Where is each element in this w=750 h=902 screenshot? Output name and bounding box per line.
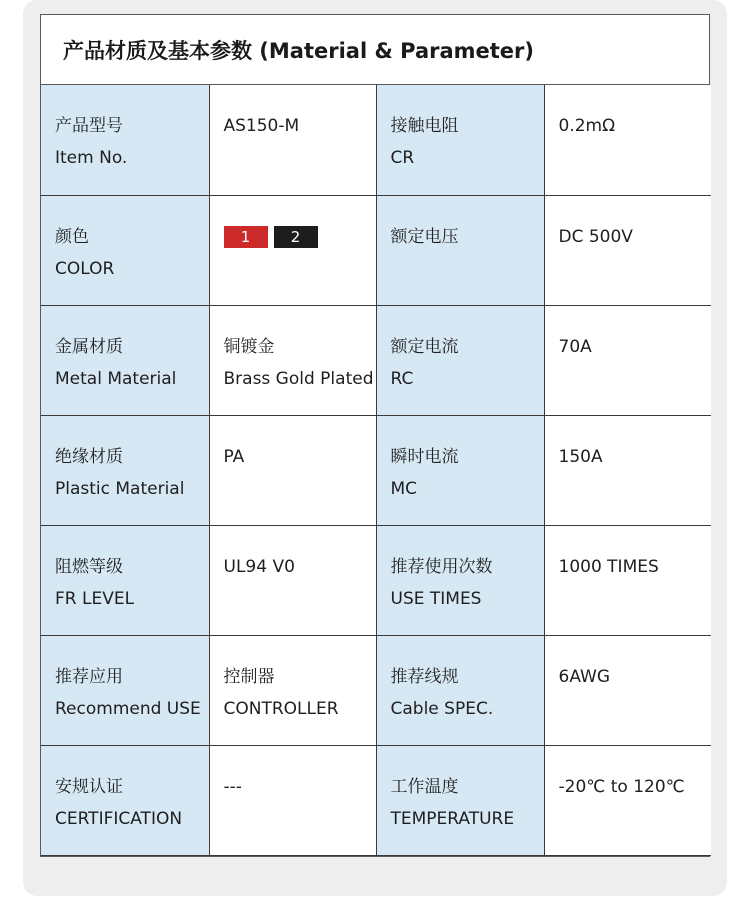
table-row bbox=[41, 85, 711, 195]
label-en: FR LEVEL bbox=[55, 588, 135, 609]
value-text: 6AWG bbox=[558, 666, 610, 687]
parameter-table bbox=[41, 85, 711, 856]
label-en: TEMPERATURE bbox=[390, 808, 515, 829]
label-en: Item No. bbox=[55, 148, 128, 168]
label-zh: 产品型号 bbox=[55, 116, 123, 136]
label-zh: 推荐使用次数 bbox=[390, 556, 493, 577]
table-row bbox=[41, 525, 711, 635]
value-cell-momentary-current bbox=[544, 415, 711, 525]
label-cell-contact-resistance bbox=[376, 85, 544, 195]
color-swatches bbox=[224, 226, 376, 248]
label-cell-temperature bbox=[376, 745, 544, 855]
label-cell-momentary-current bbox=[376, 415, 544, 525]
table-row bbox=[41, 635, 711, 745]
label-zh: 阻燃等级 bbox=[55, 556, 123, 577]
value-cell-item-no bbox=[209, 85, 376, 195]
value-cell-cable-spec bbox=[544, 635, 711, 745]
value-cell-plastic-material bbox=[209, 415, 376, 525]
value-text-en: Brass Gold Plated bbox=[223, 368, 374, 389]
label-zh: 额定电压 bbox=[390, 226, 459, 247]
value-text-en: CONTROLLER bbox=[223, 698, 339, 719]
value-cell-certification bbox=[209, 745, 376, 855]
color-swatch-red: 1 bbox=[224, 226, 268, 248]
label-zh: 安规认证 bbox=[55, 776, 123, 797]
value-cell-temperature bbox=[544, 745, 711, 855]
value-cell-color bbox=[209, 195, 376, 305]
sheet-title: 产品材质及基本参数 (Material & Parameter) bbox=[41, 15, 709, 85]
label-zh: 绝缘材质 bbox=[55, 446, 123, 467]
value-cell-fr-level bbox=[209, 525, 376, 635]
label-en: CR bbox=[390, 148, 415, 168]
color-swatch-black: 2 bbox=[274, 226, 318, 248]
label-cell-fr-level bbox=[41, 525, 209, 635]
label-en: CERTIFICATION bbox=[55, 808, 183, 829]
value-text: UL94 V0 bbox=[223, 556, 295, 577]
label-en: Plastic Material bbox=[55, 478, 185, 499]
value-cell-metal-material bbox=[209, 305, 376, 415]
value-cell-use-times bbox=[544, 525, 711, 635]
label-cell-rated-current bbox=[376, 305, 544, 415]
label-zh: 颜色 bbox=[55, 226, 89, 247]
label-cell-cable-spec bbox=[376, 635, 544, 745]
value-cell-rated-current bbox=[544, 305, 711, 415]
table-row bbox=[41, 195, 711, 305]
value-text: 150A bbox=[558, 446, 603, 467]
label-zh: 推荐应用 bbox=[55, 666, 123, 687]
label-cell-color bbox=[41, 195, 209, 305]
label-cell-item-no bbox=[41, 85, 209, 195]
label-en: USE TIMES bbox=[390, 588, 482, 609]
value-text: AS150-M bbox=[223, 116, 300, 136]
value-text: 0.2mΩ bbox=[558, 116, 616, 136]
value-cell-rated-voltage bbox=[544, 195, 711, 305]
parameter-sheet bbox=[40, 14, 710, 857]
label-cell-recommend-use bbox=[41, 635, 209, 745]
label-zh: 接触电阻 bbox=[390, 116, 459, 136]
value-text: PA bbox=[223, 446, 245, 467]
value-cell-recommend-use bbox=[209, 635, 376, 745]
value-text: DC 500V bbox=[558, 226, 633, 247]
value-text: 70A bbox=[558, 336, 592, 357]
value-text: 铜镀金 bbox=[223, 336, 275, 357]
table-row bbox=[41, 305, 711, 415]
label-en: Cable SPEC. bbox=[390, 698, 494, 719]
label-en: COLOR bbox=[55, 258, 115, 279]
value-text: 1000 TIMES bbox=[558, 556, 659, 577]
value-text: 控制器 bbox=[223, 666, 275, 687]
label-en: Metal Material bbox=[55, 368, 177, 389]
table-row bbox=[41, 415, 711, 525]
label-zh: 瞬时电流 bbox=[390, 446, 459, 467]
label-zh: 额定电流 bbox=[390, 336, 459, 357]
label-cell-metal-material bbox=[41, 305, 209, 415]
label-cell-certification bbox=[41, 745, 209, 855]
label-en: MC bbox=[390, 478, 418, 499]
label-cell-use-times bbox=[376, 525, 544, 635]
label-cell-plastic-material bbox=[41, 415, 209, 525]
value-cell-contact-resistance bbox=[544, 85, 711, 195]
label-zh: 推荐线规 bbox=[390, 666, 459, 687]
label-cell-rated-voltage bbox=[376, 195, 544, 305]
label-en: Recommend USE bbox=[55, 698, 201, 719]
label-en: RC bbox=[390, 368, 414, 389]
label-zh: 工作温度 bbox=[390, 776, 459, 797]
label-zh: 金属材质 bbox=[55, 336, 123, 357]
value-text: --- bbox=[223, 776, 242, 797]
value-text: -20℃ to 120℃ bbox=[558, 776, 685, 797]
table-row bbox=[41, 745, 711, 855]
